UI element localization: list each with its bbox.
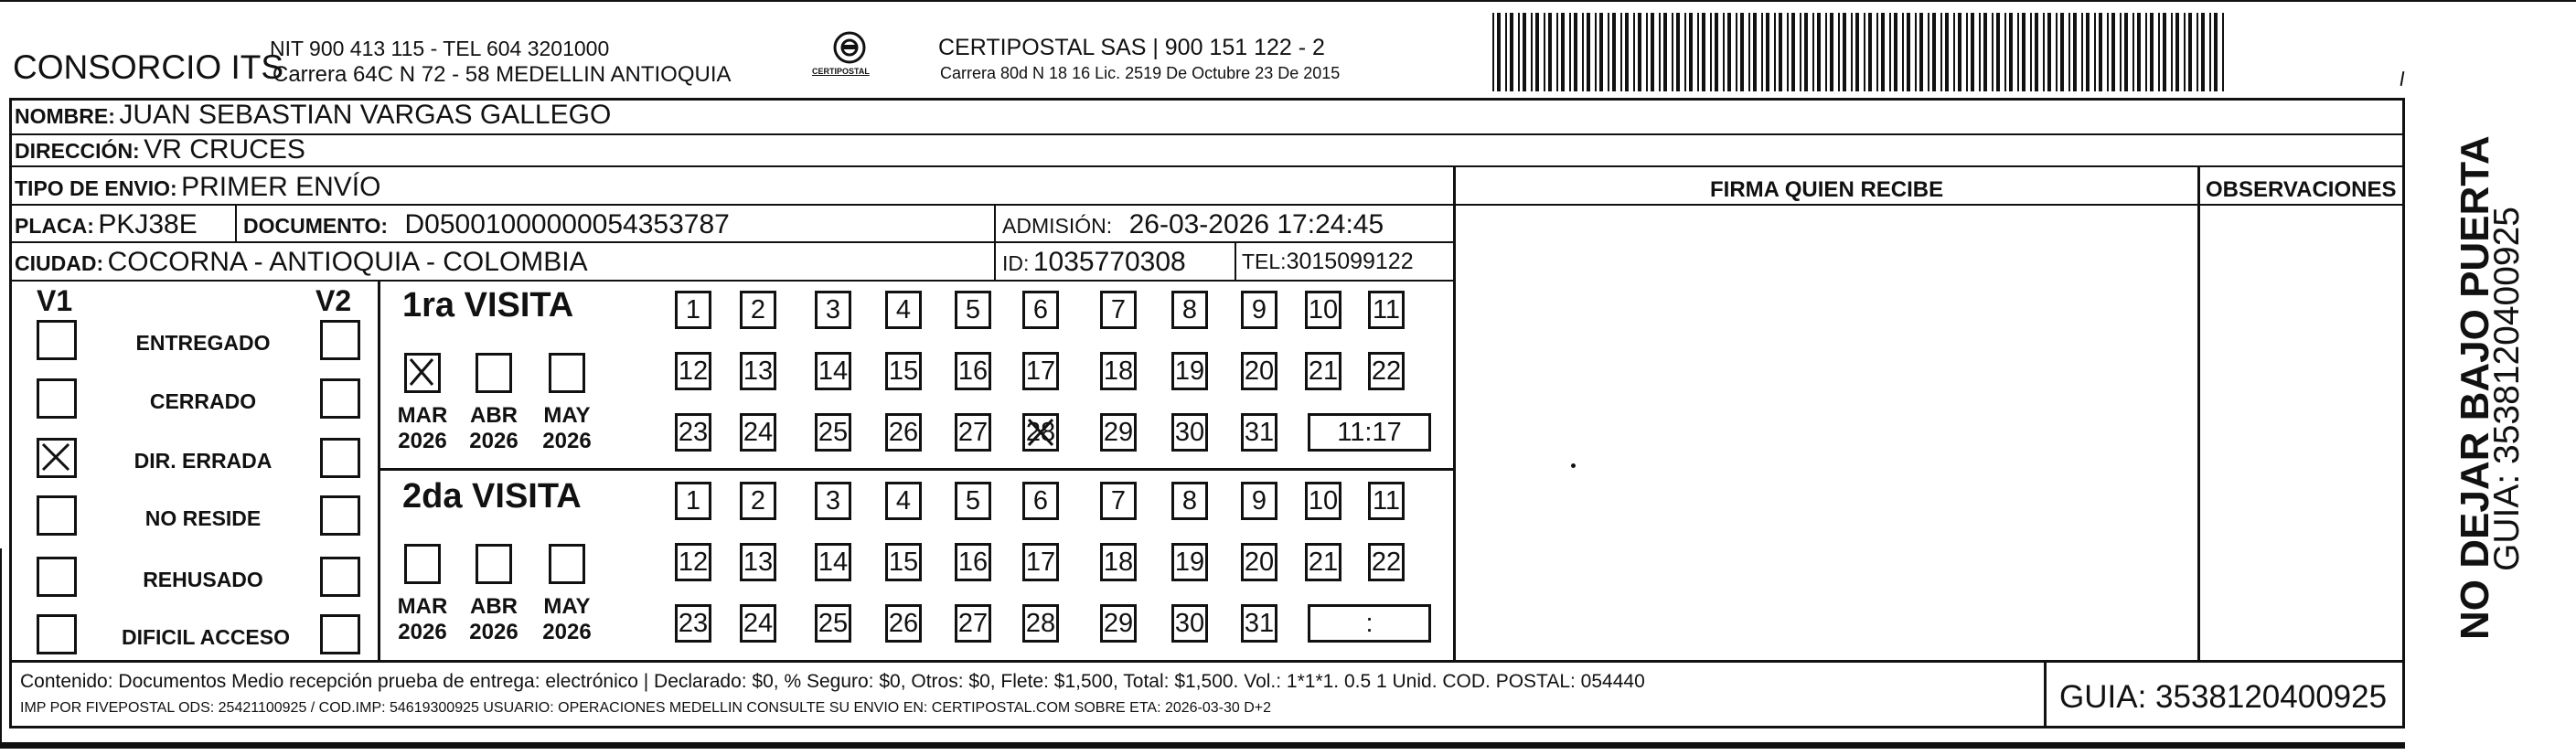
day-box[interactable]: 30 — [1171, 413, 1208, 452]
rule — [1453, 167, 1456, 662]
day-box[interactable]: 6 — [1022, 482, 1059, 520]
day-box[interactable]: 4 — [885, 482, 922, 520]
barcode-bar — [1646, 13, 1648, 91]
barcode-bar — [1907, 13, 1910, 91]
month-year: 2026 — [469, 428, 518, 453]
day-box[interactable]: 21 — [1305, 352, 1341, 390]
barcode-bar — [1894, 13, 1897, 91]
rule — [2197, 167, 2200, 662]
month-name: ABR — [470, 403, 518, 428]
tel-value: 3015099122 — [1286, 249, 1414, 274]
barcode-bar — [1966, 13, 1968, 91]
certipostal-logo — [808, 29, 891, 84]
month-checkbox[interactable] — [404, 544, 441, 584]
carrier-name: CERTIPOSTAL SAS | 900 151 122 - 2 — [938, 35, 1325, 60]
barcode-bar — [1531, 13, 1533, 91]
rule — [2044, 662, 2047, 728]
day-box[interactable]: 14 — [815, 352, 851, 390]
v1-checkbox[interactable] — [37, 614, 77, 654]
day-box[interactable]: 12 — [675, 543, 711, 581]
month-label — [462, 403, 526, 453]
month-name: MAR — [397, 403, 448, 428]
barcode-bar — [1804, 13, 1808, 91]
v2-checkbox[interactable] — [320, 438, 360, 478]
barcode-bar — [1697, 13, 1699, 91]
day-box[interactable]: 12 — [675, 352, 711, 390]
side-guia: GUIA: 3538120400925 — [2487, 207, 2527, 571]
company-nit: NIT 900 413 115 - TEL 604 3201000 — [270, 37, 610, 60]
month-checkbox[interactable] — [404, 353, 441, 393]
nombre-label: NOMBRE: — [15, 104, 115, 128]
ciudad-label: CIUDAD: — [15, 251, 104, 275]
rule — [378, 280, 380, 662]
direccion-row — [15, 136, 305, 164]
direccion-value: VR CRUCES — [144, 134, 305, 165]
day-box[interactable]: 8 — [1171, 482, 1208, 520]
barcode-bar — [1791, 13, 1795, 91]
tel-label: TEL: — [1242, 250, 1287, 273]
day-box[interactable]: 10 — [1305, 291, 1341, 329]
barcode-bar — [1940, 13, 1942, 91]
month-checkbox[interactable] — [476, 544, 512, 584]
barcode-bar — [1779, 13, 1782, 91]
month-label — [390, 594, 454, 644]
barcode-bar — [2004, 13, 2006, 91]
rule — [1235, 243, 1236, 281]
barcode-bar — [2145, 13, 2147, 91]
barcode-bar — [2094, 13, 2096, 91]
barcode-bar — [1638, 13, 1641, 91]
month-name: MAR — [397, 594, 448, 619]
placa-row — [15, 211, 198, 239]
barcode-bar — [2060, 13, 2064, 91]
day-box[interactable]: 16 — [955, 543, 991, 581]
admision-value: 26-03-2026 17:24:45 — [1128, 209, 1384, 239]
month-year: 2026 — [398, 428, 447, 453]
barcode-bar — [1595, 13, 1597, 91]
day-box[interactable]: 31 — [1241, 413, 1277, 452]
barcode-bar — [1838, 13, 1840, 91]
barcode-bar — [1544, 13, 1545, 91]
barcode-bar — [1633, 13, 1635, 91]
barcode-bar — [2197, 13, 2198, 91]
month-year: 2026 — [398, 619, 447, 644]
barcode-bar — [1710, 13, 1712, 91]
barcode-bar — [2022, 13, 2026, 91]
barcode-bar — [1761, 13, 1763, 91]
barcode-bar — [1492, 13, 1494, 91]
v2-label: V2 — [315, 284, 352, 317]
day-box[interactable]: 5 — [955, 482, 991, 520]
v2-checkbox[interactable] — [320, 320, 360, 360]
day-box[interactable]: 17 — [1022, 352, 1059, 390]
v1-checkbox[interactable] — [37, 438, 77, 478]
day-box[interactable]: 25 — [815, 604, 851, 643]
barcode-bar — [1672, 13, 1673, 91]
barcode-bar — [1800, 13, 1801, 91]
day-box[interactable]: 29 — [1100, 413, 1137, 452]
barcode-bar — [2171, 13, 2173, 91]
barcode-bar — [1971, 13, 1974, 91]
barcode-bar — [2201, 13, 2205, 91]
placa-label: PLACA: — [15, 214, 94, 238]
visit-2-title: 2da VISITA — [402, 477, 582, 516]
barcode-bar — [1787, 13, 1789, 91]
day-box[interactable]: 9 — [1241, 291, 1277, 329]
barcode-bar — [2017, 13, 2019, 91]
day-box[interactable]: 2 — [740, 482, 776, 520]
barcode-bar — [1825, 13, 1827, 91]
month-checkbox[interactable] — [549, 544, 585, 584]
barcode-bar — [1868, 13, 1872, 91]
day-box[interactable]: 24 — [740, 604, 776, 643]
barcode-bar — [2150, 13, 2154, 91]
check-x-icon — [39, 441, 76, 477]
day-box[interactable]: 11 — [1368, 482, 1405, 520]
barcode-bar — [1651, 13, 1654, 91]
day-box[interactable]: 25 — [815, 413, 851, 452]
visit-1-title: 1ra VISITA — [402, 286, 574, 324]
barcode-bar — [1881, 13, 1885, 91]
day-box[interactable]: 19 — [1171, 543, 1208, 581]
rule — [378, 468, 1456, 471]
day-box[interactable]: 6 — [1022, 291, 1059, 329]
barcode-bar — [1902, 13, 1904, 91]
ciudad-value: COCORNA - ANTIOQUIA - COLOMBIA — [107, 247, 588, 277]
barcode-bar — [2047, 13, 2051, 91]
barcode-bar — [1855, 13, 1859, 91]
barcode-bar — [1812, 13, 1814, 91]
firma-header: FIRMA QUIEN RECIBE — [1710, 177, 1944, 202]
day-box[interactable]: 11 — [1368, 291, 1405, 329]
day-box[interactable]: 5 — [955, 291, 991, 329]
barcode-bar — [2099, 13, 2102, 91]
id-value: 1035770308 — [1032, 247, 1186, 277]
month-name: ABR — [470, 594, 518, 619]
day-box[interactable]: 24 — [740, 413, 776, 452]
rule — [9, 241, 1456, 243]
barcode-bar — [1702, 13, 1705, 91]
v2-checkbox[interactable] — [320, 557, 360, 597]
barcode-bar — [2086, 13, 2090, 91]
month-year: 2026 — [469, 619, 518, 644]
barcode-bar — [2132, 13, 2134, 91]
day-box[interactable]: 4 — [885, 291, 922, 329]
logo-text: CERTIPOSTAL — [812, 67, 870, 76]
rule — [9, 204, 2405, 206]
carrier-address: Carrera 80d N 18 16 Lic. 2519 De Octubre 23 De 2015 — [940, 64, 1341, 82]
status-label: DIR. ERRADA — [134, 449, 273, 473]
month-checkbox[interactable] — [549, 353, 585, 393]
barcode-bar — [1843, 13, 1846, 91]
month-checkbox[interactable] — [476, 353, 512, 393]
barcode-bar — [1740, 13, 1744, 91]
v2-checkbox[interactable] — [320, 614, 360, 654]
month-year: 2026 — [542, 428, 592, 453]
day-box[interactable]: 8 — [1171, 291, 1208, 329]
day-box[interactable]: 28 — [1022, 604, 1059, 643]
barcode-bar — [2188, 13, 2192, 91]
barcode-bar — [1612, 13, 1616, 91]
barcode-bar — [1919, 13, 1923, 91]
tipo-row — [15, 174, 380, 201]
barcode-bar — [1876, 13, 1878, 91]
barcode-bar — [2175, 13, 2179, 91]
day-box[interactable]: 9 — [1241, 482, 1277, 520]
barcode-bar — [1953, 13, 1955, 91]
barcode-bar — [1979, 13, 1981, 91]
day-box[interactable]: 28 — [1022, 413, 1059, 452]
day-box[interactable]: 13 — [740, 352, 776, 390]
day-box[interactable]: 14 — [815, 543, 851, 581]
barcode-bar — [1736, 13, 1737, 91]
barcode-bar — [1983, 13, 1987, 91]
barcode-bar — [1535, 13, 1539, 91]
footer-meta: IMP POR FIVEPOSTAL ODS: 25421100925 / COD.IMP: 54619300925 USUARIO: OPERACIONES MEDELLIN CONSULTE SU ENVIO EN: CERTIPOSTAL.COM SOBRE ETA: 2026-03-30 D+2 — [20, 700, 1272, 716]
side-warning: NO DEJAR BAJO PUERTA — [2453, 135, 2497, 640]
ciudad-row — [15, 249, 588, 276]
barcode-bar — [1582, 13, 1584, 91]
barcode-bar — [2043, 13, 2045, 91]
barcode-bar — [1774, 13, 1776, 91]
barcode-bar — [2120, 13, 2122, 91]
day-box[interactable]: 1 — [675, 291, 711, 329]
day-box[interactable]: 17 — [1022, 543, 1059, 581]
barcode-bar — [2073, 13, 2077, 91]
barcode-bar — [1556, 13, 1558, 91]
barcode-bar — [1684, 13, 1686, 91]
footer-content: Contenido: Documentos Medio recepción prueba de entrega: electrónico | Declarado: $0, % Seguro: $0, Otros: $0, Flete: $1,500, Total: $1,500. Vol.: 1*1*1. 0.5 1 Unid. COD. POSTAL: 054440 — [20, 671, 1645, 692]
day-box[interactable]: 20 — [1241, 352, 1277, 390]
day-box[interactable]: 7 — [1100, 291, 1137, 329]
month-year: 2026 — [542, 619, 592, 644]
time-box[interactable]: : — [1308, 604, 1431, 643]
v2-checkbox[interactable] — [320, 378, 360, 419]
day-box[interactable]: 10 — [1305, 482, 1341, 520]
barcode-bar — [1587, 13, 1590, 91]
status-label: DIFICIL ACCESO — [121, 625, 291, 649]
barcode-bar — [1510, 13, 1513, 91]
barcode — [1492, 13, 2226, 91]
company-name: CONSORCIO ITS — [13, 48, 284, 86]
documento-row — [243, 211, 730, 239]
barcode-bar — [1715, 13, 1718, 91]
status-label: CERRADO — [149, 389, 257, 413]
day-box[interactable]: 1 — [675, 482, 711, 520]
day-box[interactable]: 22 — [1368, 352, 1405, 390]
barcode-bar — [2056, 13, 2058, 91]
barcode-bar — [1574, 13, 1577, 91]
barcode-bar — [1497, 13, 1501, 91]
month-label — [535, 594, 599, 644]
barcode-bar — [1505, 13, 1507, 91]
barcode-bar — [2124, 13, 2128, 91]
barcode-bar — [1889, 13, 1891, 91]
v1-checkbox[interactable] — [37, 320, 77, 360]
day-box[interactable]: 15 — [885, 352, 922, 390]
barcode-bar — [2009, 13, 2013, 91]
barcode-bar — [1676, 13, 1680, 91]
barcode-bar — [1766, 13, 1769, 91]
day-box[interactable]: 21 — [1305, 543, 1341, 581]
id-row — [1002, 249, 1186, 276]
barcode-bar — [1523, 13, 1526, 91]
check-x-icon — [407, 356, 440, 392]
barcode-bar — [2163, 13, 2166, 91]
barcode-bar — [1932, 13, 1936, 91]
day-box[interactable]: 22 — [1368, 543, 1405, 581]
barcode-bar — [1928, 13, 1929, 91]
nombre-value: JUAN SEBASTIAN VARGAS GALLEGO — [119, 100, 612, 130]
rule — [994, 206, 996, 281]
v1-checkbox[interactable] — [37, 495, 77, 536]
tel-row — [1242, 250, 1414, 273]
day-box[interactable]: 31 — [1241, 604, 1277, 643]
barcode-bar — [2081, 13, 2083, 91]
day-box[interactable]: 16 — [955, 352, 991, 390]
barcode-bar — [2111, 13, 2115, 91]
bottom-border — [0, 742, 2405, 749]
status-label: NO RESIDE — [144, 506, 262, 530]
tick-mark — [2400, 71, 2405, 86]
v2-checkbox[interactable] — [320, 495, 360, 536]
day-box[interactable]: 15 — [885, 543, 922, 581]
barcode-bar — [1864, 13, 1865, 91]
barcode-bar — [2030, 13, 2032, 91]
day-box[interactable]: 29 — [1100, 604, 1137, 643]
v1-checkbox[interactable] — [37, 557, 77, 597]
barcode-bar — [1599, 13, 1603, 91]
barcode-bar — [1620, 13, 1622, 91]
barcode-bar — [1625, 13, 1629, 91]
day-box[interactable]: 27 — [955, 413, 991, 452]
nombre-row — [15, 101, 611, 129]
day-box[interactable]: 19 — [1171, 352, 1208, 390]
status-label: ENTREGADO — [135, 331, 271, 355]
day-box[interactable]: 20 — [1241, 543, 1277, 581]
status-label: REHUSADO — [143, 568, 263, 591]
v1-checkbox[interactable] — [37, 378, 77, 419]
barcode-bar — [2137, 13, 2141, 91]
day-box[interactable]: 2 — [740, 291, 776, 329]
time-box[interactable]: 11:17 — [1308, 413, 1431, 452]
barcode-bar — [1915, 13, 1917, 91]
id-label: ID: — [1002, 251, 1030, 275]
v1-label: V1 — [37, 284, 73, 317]
rule — [235, 206, 237, 243]
top-border — [0, 0, 2576, 2]
rule — [9, 165, 2405, 167]
barcode-bar — [2068, 13, 2070, 91]
barcode-bar — [1608, 13, 1609, 91]
day-box[interactable]: 26 — [885, 413, 922, 452]
direccion-label: DIRECCIÓN: — [15, 139, 140, 163]
day-box[interactable]: 30 — [1171, 604, 1208, 643]
barcode-bar — [1992, 13, 1993, 91]
day-box[interactable]: 18 — [1100, 543, 1137, 581]
barcode-bar — [1569, 13, 1571, 91]
barcode-bar — [1561, 13, 1565, 91]
month-label — [390, 403, 454, 453]
day-box[interactable]: 18 — [1100, 352, 1137, 390]
day-box[interactable]: 13 — [740, 543, 776, 581]
barcode-bar — [1996, 13, 2000, 91]
day-box[interactable]: 23 — [675, 604, 711, 643]
barcode-bar — [1723, 13, 1725, 91]
month-name: MAY — [543, 403, 591, 428]
barcode-bar — [1958, 13, 1961, 91]
day-box[interactable]: 3 — [815, 291, 851, 329]
barcode-bar — [1817, 13, 1821, 91]
barcode-bar — [2035, 13, 2038, 91]
barcode-bar — [1663, 13, 1667, 91]
admision-row — [1002, 211, 1384, 239]
day-box[interactable]: 23 — [675, 413, 711, 452]
barcode-bar — [1727, 13, 1731, 91]
left-edge — [0, 548, 2, 745]
month-label — [462, 594, 526, 644]
rule — [9, 133, 2405, 135]
day-box[interactable]: 27 — [955, 604, 991, 643]
observaciones-header: OBSERVACIONES — [2206, 177, 2397, 202]
month-label — [535, 403, 599, 453]
day-box[interactable]: 26 — [885, 604, 922, 643]
documento-value: D05001000000054353787 — [404, 209, 730, 239]
month-name: MAY — [543, 594, 591, 619]
barcode-bar — [2107, 13, 2109, 91]
placa-value: PKJ38E — [98, 209, 198, 239]
barcode-bar — [1548, 13, 1552, 91]
barcode-bar — [2214, 13, 2218, 91]
barcode-bar — [1748, 13, 1750, 91]
barcode-bar — [2209, 13, 2211, 91]
tipo-label: TIPO DE ENVIO: — [15, 176, 177, 200]
barcode-bar — [1753, 13, 1757, 91]
company-address: Carrera 64C N 72 - 58 MEDELLIN ANTIOQUIA — [273, 62, 732, 87]
signature-dot — [1571, 463, 1576, 468]
barcode-bar — [1851, 13, 1853, 91]
barcode-bar — [1518, 13, 1520, 91]
rule — [9, 280, 1456, 282]
barcode-bar — [1689, 13, 1693, 91]
documento-label: DOCUMENTO: — [243, 214, 389, 238]
barcode-bar — [2222, 13, 2224, 91]
barcode-bar — [1830, 13, 1833, 91]
check-x-icon — [1025, 416, 1060, 452]
day-box[interactable]: 3 — [815, 482, 851, 520]
barcode-bar — [2158, 13, 2160, 91]
barcode-bar — [2184, 13, 2186, 91]
barcode-bar — [1659, 13, 1661, 91]
footer-guia: GUIA: 3538120400925 — [2059, 679, 2388, 715]
admision-label: ADMISIÓN: — [1002, 214, 1113, 238]
day-box[interactable]: 7 — [1100, 482, 1137, 520]
barcode-bar — [1945, 13, 1949, 91]
tipo-value: PRIMER ENVÍO — [181, 172, 381, 202]
